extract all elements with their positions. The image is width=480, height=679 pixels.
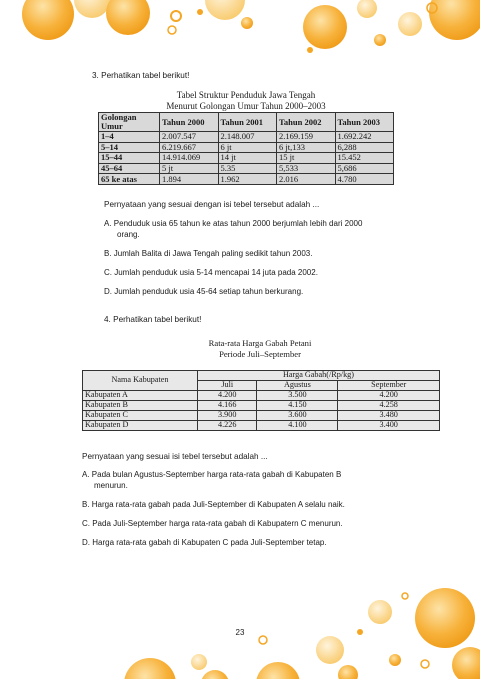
table-cell: 3.400 [338,421,440,431]
table-cell: 1.894 [160,174,219,185]
column-header: September [338,381,440,391]
table-1-title-line1: Tabel Struktur Penduduk Jawa Tengah [176,90,316,100]
column-header: Golongan Umur [99,113,160,132]
table-cell: 14.914.069 [160,153,219,164]
table-cell: 1.962 [218,174,277,185]
column-header: Tahun 2001 [218,113,277,132]
table-cell: 5,533 [277,163,336,174]
table-1-title-line2: Menurut Golongan Umur Tahun 2000–2003 [166,101,326,111]
table-cell: 4.200 [338,391,440,401]
question-3-option-d[interactable]: D. Jumlah penduduk usia 45-64 setiap tahun berkurang. [104,287,304,296]
table-cell: Kabupaten D [83,421,198,431]
table-cell: 14 jt [218,153,277,164]
table-2-title [160,338,360,360]
table-row [99,153,394,164]
table-row [99,174,394,185]
table-cell: 4.150 [257,401,338,411]
table-cell: 6,288 [335,142,394,153]
question-4-option-a-continued[interactable]: menurun. [94,481,128,490]
table-cell: 1–4 [99,132,160,143]
column-group-header: Harga Gabah(/Rp/kg) [198,371,440,381]
table-cell: Kabupaten A [83,391,198,401]
table-cell: 2.007.547 [160,132,219,143]
question-4-option-c[interactable]: C. Pada Juli-September harga rata-rata gabah di Kabupatern C menurun. [82,519,343,528]
question-4-option-b[interactable]: B. Harga rata-rata gabah pada Juli-September di Kabupaten A selalu naik. [82,500,345,509]
question-3-option-b[interactable]: B. Jumlah Balita di Jawa Tengah paling sedikit tahun 2003. [104,249,313,258]
table-cell: 6 jt,133 [277,142,336,153]
population-table [98,112,394,185]
column-header: Nama Kabupaten [83,371,198,391]
table-row [83,421,440,431]
column-header: Tahun 2003 [335,113,394,132]
question-4-prompt: Pernyataan yang sesuai isi tebel tersebut adalah ... [82,452,268,461]
table-cell: 2.148.007 [218,132,277,143]
table-cell: 65 ke atas [99,174,160,185]
table-1-title [98,90,394,112]
table-cell: 15.452 [335,153,394,164]
table-cell: Kabupaten B [83,401,198,411]
question-3-prompt: Pernyataan yang sesuai dengan isi tebel tersebut adalah ... [104,200,320,209]
table-cell: 1.692.242 [335,132,394,143]
table-cell: 15 jt [277,153,336,164]
table-cell: 3.600 [257,411,338,421]
page-number: 23 [235,628,245,637]
table-cell: 5.35 [218,163,277,174]
table-cell: 3.500 [257,391,338,401]
table-cell: 5 jt [160,163,219,174]
question-3-option-a-continued[interactable]: orang. [117,230,140,239]
table-cell: Kabupaten C [83,411,198,421]
question-3-option-a[interactable]: A. Penduduk usia 65 tahun ke atas tahun 2000 berjumlah lebih dari 2000 [104,219,363,228]
table-cell: 5,686 [335,163,394,174]
table-cell: 4.226 [198,421,257,431]
table-cell: 4.100 [257,421,338,431]
column-header: Tahun 2002 [277,113,336,132]
table-cell: 2.169.159 [277,132,336,143]
question-4-option-a[interactable]: A. Pada bulan Agustus-September harga rata-rata gabah di Kabupaten B [82,470,342,479]
table-cell: 2.016 [277,174,336,185]
table-row [83,401,440,411]
question-4-option-d[interactable]: D. Harga rata-rata gabah di Kabupaten C pada Juli-September tetap. [82,538,327,547]
table-header-row [99,113,394,132]
table-cell: 4.166 [198,401,257,411]
table-cell: 6 jt [218,142,277,153]
column-header: Juli [198,381,257,391]
table-2-title-line1: Rata-rata Harga Gabah Petani [208,338,312,348]
question-3-option-c[interactable]: C. Jumlah penduduk usia 5-14 mencapai 14 juta pada 2002. [104,268,318,277]
table-cell: 15–44 [99,153,160,164]
table-header-row [83,371,440,381]
table-row [83,391,440,401]
table-cell: 45–64 [99,163,160,174]
question-3-heading: 3. Perhatikan tabel berikut! [92,71,190,80]
column-header: Tahun 2000 [160,113,219,132]
table-row [99,142,394,153]
table-row [99,132,394,143]
table-2-title-line2: Periode Juli–September [219,349,301,359]
column-header: Agustus [257,381,338,391]
table-cell: 3.480 [338,411,440,421]
table-cell: 3.900 [198,411,257,421]
table-cell: 4.258 [338,401,440,411]
grain-price-table [82,370,440,431]
table-cell: 6.219.667 [160,142,219,153]
table-row [83,411,440,421]
table-cell: 4.200 [198,391,257,401]
table-row [99,163,394,174]
question-4-heading: 4. Perhatikan tabel berikut! [104,315,202,324]
table-cell: 4.780 [335,174,394,185]
table-cell: 5–14 [99,142,160,153]
